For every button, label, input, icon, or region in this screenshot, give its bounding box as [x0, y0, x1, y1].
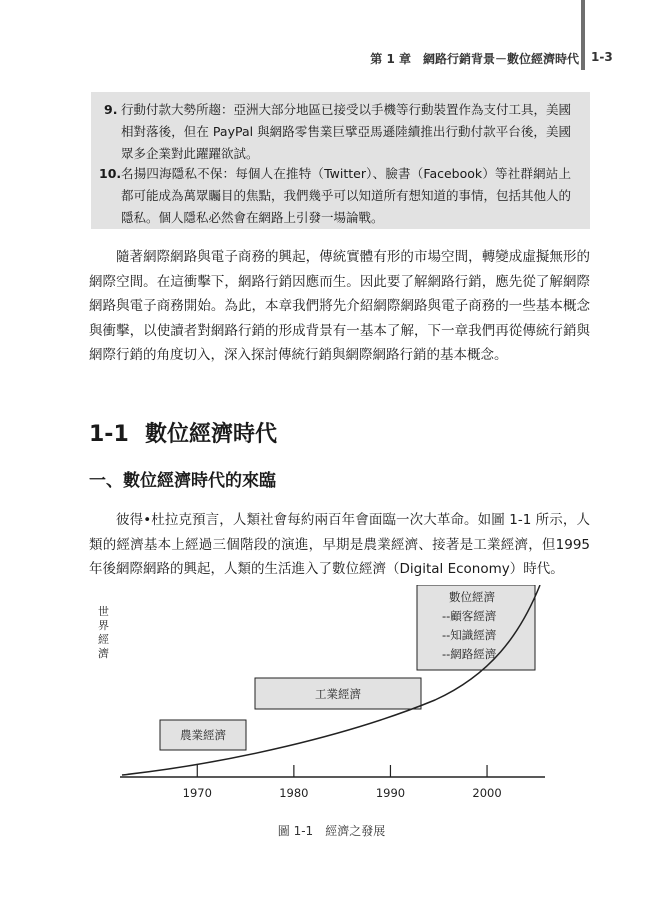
- callout-box: [91, 92, 590, 229]
- x-tick-label: 1990: [375, 786, 406, 800]
- chapter-title: 第 1 章 網路行銷背景－數位經濟時代: [370, 52, 579, 66]
- digital-sub-item: --網路經濟: [442, 647, 497, 661]
- x-tick-label: 2000: [472, 786, 502, 800]
- digital-sub-item: --顧客經濟: [442, 609, 497, 623]
- item-number: 9.: [104, 102, 118, 117]
- stage-label-industry: 工業經濟: [315, 687, 361, 701]
- page-number: 1-3: [591, 50, 613, 64]
- figure-caption: 圖 1-1 經濟之發展: [277, 824, 386, 838]
- x-tick-label: 1970: [182, 786, 212, 800]
- figure-economy-development: [90, 585, 570, 815]
- item-text: 行動付款大勢所趨：亞洲大部分地區已接受以手機等行動裝置作為支付工具，美國相對落後，但在 PayPal 與網路零售業巨擘亞馬遜陸續推出行動付款平台後，美國眾多企業對此躍躍欲試。: [121, 102, 572, 161]
- running-header: [0, 48, 663, 68]
- section-title: 數位經濟時代: [145, 422, 278, 447]
- subsection-heading: 一、數位經濟時代的來臨: [89, 471, 276, 491]
- section-heading: [89, 417, 277, 448]
- item-text: 名揚四海隱私不保：每個人在推特（Twitter）、臉書（Facebook）等社群網站上都可能成為萬眾矚目的焦點，我們幾乎可以知道所有想知道的事情，包括其他人的隱私。個人隱私必然會在網路上引發一場論戰。: [121, 166, 572, 225]
- item-number: 10.: [99, 166, 122, 181]
- x-tick-label: 1980: [279, 786, 309, 800]
- body-paragraph: 彼得•杜拉克預言，人類社會每約兩百年會面臨一次大革命。如圖 1-1 所示，人類的經濟基本上經過三個階段的演進，早期是農業經濟、接著是工業經濟，但1995 年後網際網路的興起，人類的生活進入了數位經濟（Digital Economy）時代。: [89, 512, 590, 578]
- digital-sub-item: --知識經濟: [442, 628, 497, 642]
- economy-diagram: [90, 585, 570, 815]
- stage-label-agriculture: 農業經濟: [180, 728, 226, 742]
- section-number: 1-1: [89, 422, 129, 447]
- intro-paragraph: 隨著網際網路與電子商務的興起，傳統實體有形的市場空間，轉變成虛擬無形的網際空間。在這衝擊下，網路行銷因應而生。因此要了解網路行銷，應先從了解網際網路與電子商務開始。為此，本章我們將先介紹網際網路與電子商務的一些基本概念與衝擊，以使讀者對網路行銷的形成背景有一基本了解，下一章我們再從傳統行銷與網際行銷的角度切入，深入探討傳統行銷與網際網路行銷的基本概念。: [89, 249, 590, 364]
- y-axis-label: 世界經濟: [98, 605, 109, 660]
- stage-label-digital: 數位經濟: [449, 590, 495, 604]
